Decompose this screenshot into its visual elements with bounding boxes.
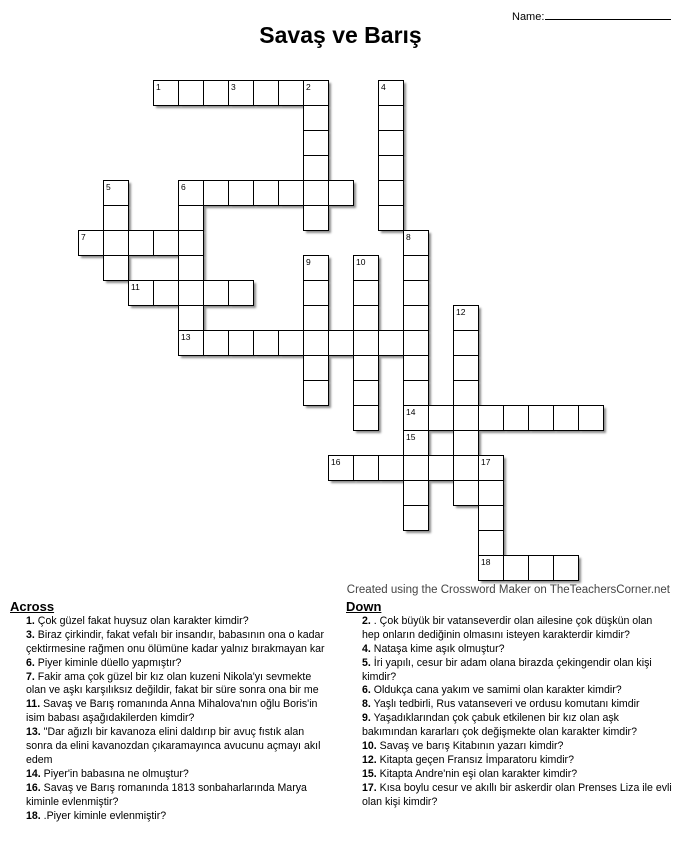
clue-number: 11. xyxy=(26,698,41,711)
clue-number: 2. xyxy=(362,614,371,627)
clue-number-label: 4 xyxy=(381,82,386,92)
clue-number: 9. xyxy=(362,712,371,725)
grid-cell-border xyxy=(478,405,504,431)
clue-number: 6. xyxy=(26,656,35,669)
down-clue xyxy=(346,754,672,768)
across-clue xyxy=(10,657,332,671)
clue-number-label: 17 xyxy=(481,457,491,467)
clue-number: 14. xyxy=(26,767,41,780)
grid-cell-border xyxy=(178,255,204,281)
clue-text: "Dar ağızlı bir kavanoza elini daldırıp bir avuç fıstık alan sonra da elini kavanozdan çıkaramayınca avucunu açmayı akıl edem xyxy=(26,726,321,766)
grid-cell-border xyxy=(178,205,204,231)
down-clue xyxy=(346,782,672,810)
clue-text: Piyer'in babasına ne olmuştur? xyxy=(40,767,189,780)
across-heading: Across xyxy=(10,599,55,614)
grid-cell-border xyxy=(378,105,404,131)
grid-cell-border xyxy=(378,205,404,231)
grid-cell-border xyxy=(303,355,329,381)
across-clues xyxy=(10,600,332,824)
clue-text: Yaşlı tedbirli, Rus vatanseveri ve ordusu komutanı kimdir xyxy=(370,698,640,711)
clue-text: Nataşa kime aşık olmuştur? xyxy=(370,642,505,655)
clue-text: Oldukça cana yakım ve samimi olan karakter kimdir? xyxy=(370,684,622,697)
grid-cell-border xyxy=(103,230,129,256)
clue-number: 12. xyxy=(362,753,377,766)
down-clue xyxy=(346,698,672,712)
grid-cell-border xyxy=(403,280,429,306)
grid-cell-border xyxy=(178,80,204,106)
down-clue xyxy=(346,657,672,685)
grid-cell-border xyxy=(353,405,379,431)
grid-cell-border xyxy=(403,405,429,431)
grid-cell-border xyxy=(403,230,429,256)
grid-cell-border xyxy=(578,405,604,431)
grid-cell-border xyxy=(553,555,579,581)
clue-number: 3. xyxy=(26,628,35,641)
clue-text: Kitapta Andre'nin eşi olan karakter kimdir? xyxy=(376,767,578,780)
clue-number-label: 6 xyxy=(181,182,186,192)
grid-cell-border xyxy=(353,330,379,356)
grid-cell-border xyxy=(303,105,329,131)
grid-cell-border xyxy=(303,305,329,331)
across-clue xyxy=(10,671,332,699)
grid-cell-border xyxy=(503,555,529,581)
clue-number-label: 14 xyxy=(406,407,416,417)
grid-cell-border xyxy=(103,180,129,206)
down-clue xyxy=(346,643,672,657)
down-clue xyxy=(346,684,672,698)
clue-text: Biraz çirkindir, fakat vefalı bir insandır, babasının ona o kadar çektirmesine rağmen onu ölümüne kadar yalnız bırakmayan kar xyxy=(26,628,325,655)
grid-cell-border xyxy=(128,230,154,256)
grid-cell-border xyxy=(278,330,304,356)
across-clue xyxy=(10,810,332,824)
clue-number: 10. xyxy=(362,740,377,753)
clue-number-label: 1 xyxy=(156,82,161,92)
grid-cell-border xyxy=(403,505,429,531)
across-clue xyxy=(10,726,332,768)
clue-number: 18. xyxy=(26,809,41,822)
across-clue xyxy=(10,629,332,657)
grid-cell-border xyxy=(378,130,404,156)
grid-cell-border xyxy=(203,330,229,356)
grid-cell-border xyxy=(303,155,329,181)
grid-cell-border xyxy=(428,455,454,481)
grid-cell-border xyxy=(153,280,179,306)
clue-number: 7. xyxy=(26,670,35,683)
clue-text: Savaş ve barış Kitabının yazarı kimdir? xyxy=(376,740,564,753)
across-clue xyxy=(10,698,332,726)
clue-text: Yaşadıklarından çok çabuk etkilenen bir kız olan aşk bakımından kararları çok değişmekte olan karakter kimdir? xyxy=(362,712,637,739)
grid-cell-border xyxy=(453,430,479,456)
clue-text: . Çok büyük bir vatanseverdir olan ailesine çok düşkün olan hep onların dediğinin olmasını isteyen karakterdir kimdir? xyxy=(362,614,653,641)
grid-cell-border xyxy=(228,80,254,106)
grid-cell-border xyxy=(253,80,279,106)
grid-cell-border xyxy=(378,455,404,481)
grid-cell-border xyxy=(178,305,204,331)
clue-number-label: 5 xyxy=(106,182,111,192)
clue-number-label: 16 xyxy=(331,457,341,467)
grid-cell-border xyxy=(278,80,304,106)
grid-cell-border xyxy=(303,205,329,231)
grid-cell-border xyxy=(203,180,229,206)
grid-cell-border xyxy=(478,555,504,581)
clue-number-label: 11 xyxy=(131,282,140,292)
across-clue xyxy=(10,768,332,782)
grid-cell-border xyxy=(253,180,279,206)
grid-cell-border xyxy=(403,380,429,406)
grid-cell-border xyxy=(428,405,454,431)
clue-number-label: 13 xyxy=(181,332,191,342)
grid-cell-border xyxy=(528,405,554,431)
across-clue xyxy=(10,782,332,810)
grid-cell-border xyxy=(353,355,379,381)
grid-cell-border xyxy=(228,330,254,356)
grid-cell-border xyxy=(303,130,329,156)
grid-cell-border xyxy=(253,330,279,356)
down-clue xyxy=(346,712,672,740)
grid-cell-border xyxy=(328,455,354,481)
grid-cell-border xyxy=(78,230,104,256)
name-label: Name: xyxy=(512,11,545,23)
grid-cell-border xyxy=(403,480,429,506)
grid-cell-border xyxy=(503,405,529,431)
clue-number: 8. xyxy=(362,698,371,711)
grid-cell-border xyxy=(353,280,379,306)
grid-cell-border xyxy=(378,155,404,181)
grid-cell-border xyxy=(303,80,329,106)
down-clue xyxy=(346,740,672,754)
grid-cell-border xyxy=(378,180,404,206)
clue-text: Fakir ama çok güzel bir kız olan kuzeni Nikola'yı sevmekte olan ve aşkı karşılıksız değildir, fakat bir süre sonra ona bir me xyxy=(26,670,319,697)
grid-cell-border xyxy=(378,80,404,106)
grid-cell-border xyxy=(103,255,129,281)
clue-number: 4. xyxy=(362,642,371,655)
grid-cell-border xyxy=(178,180,204,206)
grid-cell-border xyxy=(203,280,229,306)
clue-number: 16. xyxy=(26,781,41,794)
grid-cell-border xyxy=(453,405,479,431)
grid-cell-border xyxy=(453,355,479,381)
clue-number-label: 10 xyxy=(356,257,366,267)
clue-text: Piyer kiminle düello yapmıştır? xyxy=(34,656,182,669)
clue-number-label: 7 xyxy=(81,232,86,242)
grid-cell-border xyxy=(353,305,379,331)
grid-cell-border xyxy=(303,255,329,281)
clue-text: Çok güzel fakat huysuz olan karakter kimdir? xyxy=(34,614,249,627)
clue-number-label: 2 xyxy=(306,82,311,92)
clue-number-label: 9 xyxy=(306,257,311,267)
grid-cell-border xyxy=(328,180,354,206)
grid-cell-border xyxy=(228,280,254,306)
down-clue xyxy=(346,768,672,782)
grid-cell-border xyxy=(128,280,154,306)
clue-text: İri yapılı, cesur bir adam olana birazda çekingendir olan kişi kimdir? xyxy=(362,656,652,683)
grid-cell-border xyxy=(478,505,504,531)
clue-number-label: 3 xyxy=(231,82,236,92)
grid-cell-border xyxy=(278,180,304,206)
down-clues xyxy=(346,600,672,810)
clue-text: .Piyer kiminle evlenmiştir? xyxy=(40,809,167,822)
clue-number-label: 15 xyxy=(406,432,416,442)
grid-cell-border xyxy=(103,205,129,231)
grid-cell-border xyxy=(303,280,329,306)
across-clue xyxy=(10,615,332,629)
grid-cell-border xyxy=(453,480,479,506)
grid-cell-border xyxy=(153,230,179,256)
grid-cell-border xyxy=(303,330,329,356)
grid-cell-border xyxy=(178,280,204,306)
clue-number: 5. xyxy=(362,656,371,669)
clue-number: 13. xyxy=(26,726,41,739)
grid-cell-border xyxy=(453,305,479,331)
grid-cell-border xyxy=(403,305,429,331)
down-clue xyxy=(346,615,672,643)
grid-cell-border xyxy=(178,330,204,356)
grid-cell-border xyxy=(178,230,204,256)
credit-line: Created using the Crossword Maker on TheTeachersCorner.net xyxy=(346,584,670,596)
grid-cell-border xyxy=(453,455,479,481)
grid-cell-border xyxy=(228,180,254,206)
clue-number-label: 12 xyxy=(456,307,466,317)
grid-cell-border xyxy=(553,405,579,431)
grid-cell-border xyxy=(353,455,379,481)
clue-number-label: 8 xyxy=(406,232,411,242)
grid-cell-border xyxy=(303,180,329,206)
clue-number: 6. xyxy=(362,684,371,697)
clue-number-label: 18 xyxy=(481,557,491,567)
clue-number: 1. xyxy=(26,614,35,627)
down-heading: Down xyxy=(346,599,382,614)
grid-cell-border xyxy=(478,480,504,506)
grid-cell-border xyxy=(403,455,429,481)
grid-cell-border xyxy=(153,80,179,106)
clue-text: Kitapta geçen Fransız İmparatoru kimdir? xyxy=(376,753,574,766)
clue-text: Kısa boylu cesur ve akıllı bir askerdir olan Prenses Liza ile evli olan kişi kimdir? xyxy=(362,781,672,808)
grid-cell-border xyxy=(528,555,554,581)
grid-cell-border xyxy=(403,355,429,381)
clue-number: 17. xyxy=(362,781,377,794)
grid-cell-border xyxy=(328,330,354,356)
grid-cell-border xyxy=(453,330,479,356)
clue-text: Savaş ve Barış romanında Anna Mihalova'nın oğlu Boris'in isim babası aşağıdakilerden kimdir? xyxy=(26,698,318,725)
grid-cell-border xyxy=(203,80,229,106)
grid-cell-border xyxy=(478,455,504,481)
grid-cell-border xyxy=(478,530,504,556)
page-title: Savaş ve Barış xyxy=(259,22,422,48)
grid-cell-border xyxy=(353,255,379,281)
grid-cell-border xyxy=(353,380,379,406)
grid-cell-border xyxy=(303,380,329,406)
grid-cell-border xyxy=(403,430,429,456)
grid-cell-border xyxy=(403,255,429,281)
grid-cell-border xyxy=(453,380,479,406)
clue-text: Savaş ve Barış romanında 1813 sonbaharlarında Marya kiminle evlenmiştir? xyxy=(26,781,307,808)
grid-cell-border xyxy=(403,330,429,356)
clue-number: 15. xyxy=(362,767,377,780)
grid-cell-border xyxy=(378,330,404,356)
